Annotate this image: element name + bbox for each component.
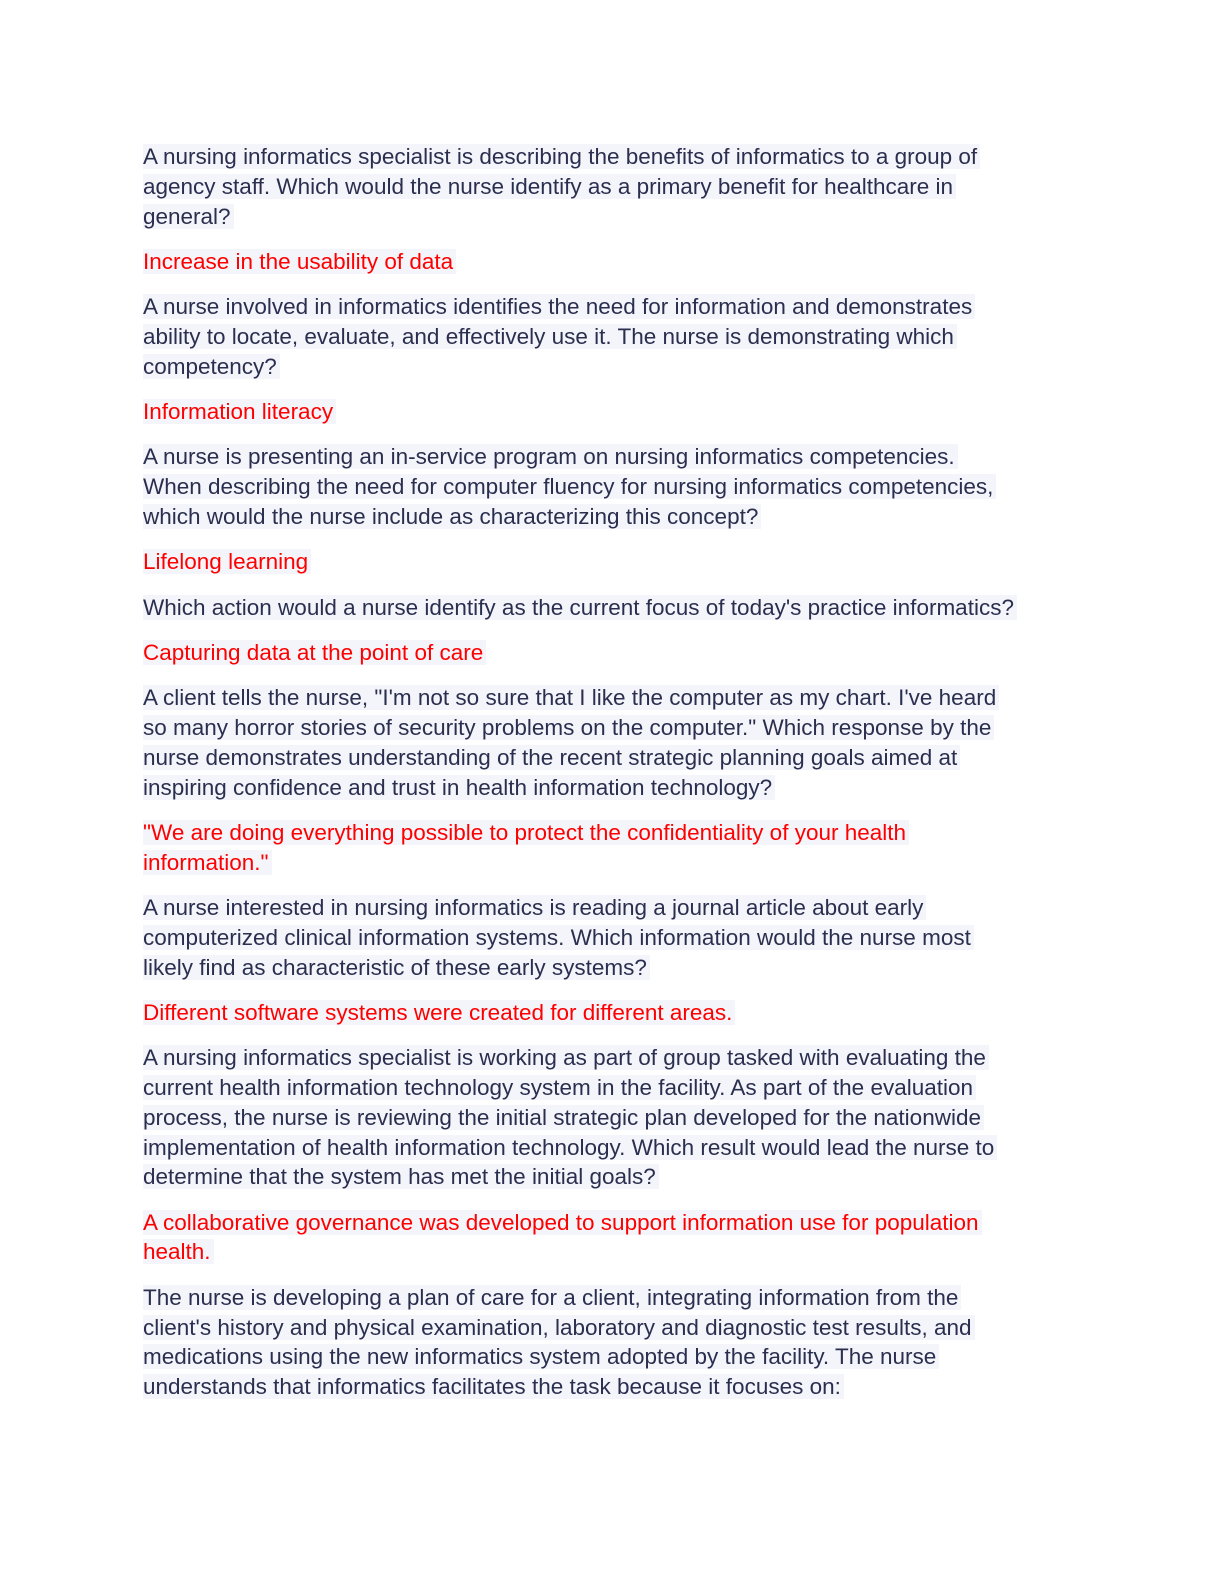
text-line: inspiring confidence and trust in health information technology? [143,775,775,800]
text-line: process, the nurse is reviewing the initial strategic plan developed for the nationwide [143,1105,984,1130]
text-line: "We are doing everything possible to protect the confidentiality of your health [143,820,909,845]
text-line: Lifelong learning [143,549,311,574]
text-line: A nurse interested in nursing informatics is reading a journal article about early [143,895,926,920]
question-text [143,683,1083,802]
text-line: Which action would a nurse identify as the current focus of today's practice informatics? [143,595,1017,620]
answer-text [143,818,1083,878]
text-line: Different software systems were created for different areas. [143,1000,735,1025]
question-text [143,593,1083,623]
text-line: information." [143,850,272,875]
text-line: nurse demonstrates understanding of the recent strategic planning goals aimed at [143,745,960,770]
text-line: health. [143,1239,214,1264]
text-line: general? [143,204,234,229]
text-line: so many horror stories of security problems on the computer." Which response by the [143,715,994,740]
text-line: The nurse is developing a plan of care for a client, integrating information from the [143,1285,961,1310]
answer-text [143,638,1083,668]
text-line: Increase in the usability of data [143,249,456,274]
text-line: Information literacy [143,399,336,424]
answer-text [143,1208,1083,1268]
answer-text [143,247,1083,277]
text-line: medications using the new informatics system adopted by the facility. The nurse [143,1344,939,1369]
text-line: A collaborative governance was developed to support information use for population [143,1210,982,1235]
question-text [143,893,1083,982]
question-text [143,292,1083,381]
text-line: likely find as characteristic of these early systems? [143,955,650,980]
text-line: implementation of health information technology. Which result would lead the nurse to [143,1135,997,1160]
text-line: A nurse is presenting an in-service program on nursing informatics competencies. [143,444,958,469]
answer-text [143,547,1083,577]
text-line: current health information technology system in the facility. As part of the evaluation [143,1075,976,1100]
text-line: which would the nurse include as characterizing this concept? [143,504,761,529]
text-line: understands that informatics facilitates the task because it focuses on: [143,1374,844,1399]
question-text [143,142,1083,231]
question-text [143,442,1083,531]
text-line: A nurse involved in informatics identifies the need for information and demonstrates [143,294,975,319]
text-line: A client tells the nurse, "I'm not so sure that I like the computer as my chart. I've heard [143,685,999,710]
text-line: Capturing data at the point of care [143,640,486,665]
text-line: client's history and physical examination, laboratory and diagnostic test results, and [143,1315,975,1340]
question-text [143,1043,1083,1192]
text-line: computerized clinical information systems. Which information would the nurse most [143,925,974,950]
question-text [143,1283,1083,1402]
text-line: ability to locate, evaluate, and effectively use it. The nurse is demonstrating which [143,324,957,349]
text-line: determine that the system has met the initial goals? [143,1164,659,1189]
text-line: A nursing informatics specialist is working as part of group tasked with evaluating the [143,1045,989,1070]
text-line: A nursing informatics specialist is describing the benefits of informatics to a group of [143,144,980,169]
answer-text [143,397,1083,427]
text-line: competency? [143,354,280,379]
text-line: When describing the need for computer fluency for nursing informatics competencies, [143,474,996,499]
document-body [143,142,1083,1417]
answer-text [143,998,1083,1028]
text-line: agency staff. Which would the nurse identify as a primary benefit for healthcare in [143,174,956,199]
